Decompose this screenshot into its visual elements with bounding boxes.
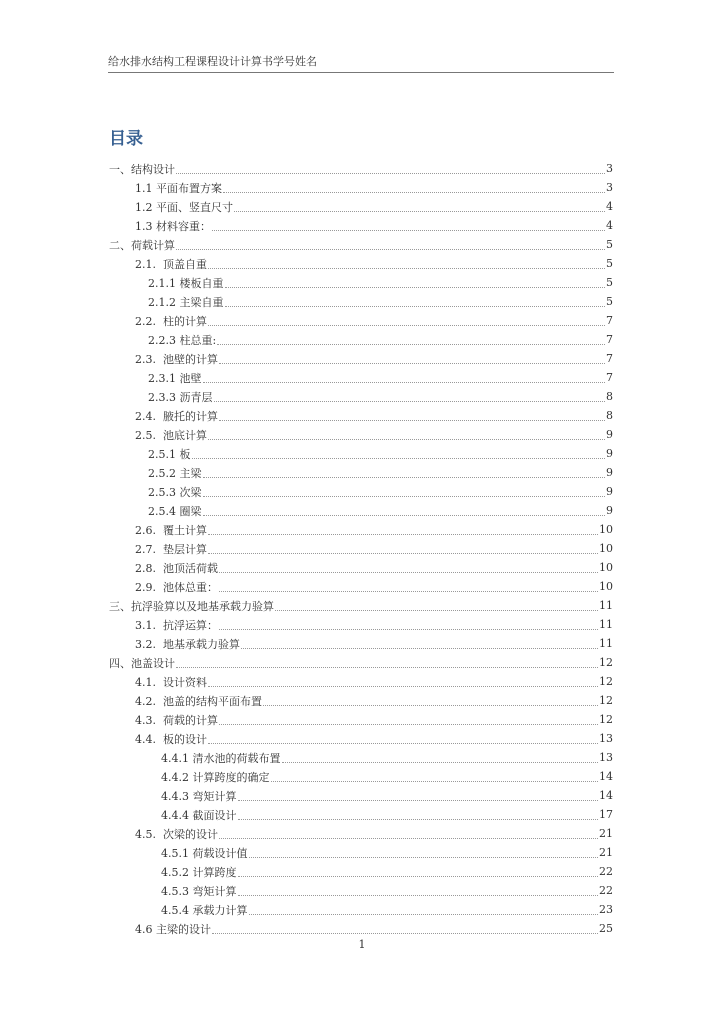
toc-entry-page: 14 [599,770,613,783]
toc-leader-dots [282,752,599,763]
toc-entry[interactable] [0,824,724,843]
toc-entry-label: 四、池盖设计 [109,656,175,670]
toc-entry[interactable] [0,729,724,748]
toc-entry-page: 13 [599,751,613,764]
toc-leader-dots [217,334,605,345]
toc-leader-dots [238,809,599,820]
toc-entry-label: 4.4.4 截面设计 [161,808,237,822]
toc-entry[interactable] [0,919,724,938]
toc-entry-page: 23 [599,903,613,916]
toc-entry-page: 5 [606,257,613,270]
toc-entry-page: 4 [606,200,613,213]
toc-entry-page: 9 [606,447,613,460]
toc-entry-label: 2.3. 池壁的计算 [135,352,218,366]
toc-entry-label: 2.3.3 沥青层 [148,390,213,404]
toc-entry[interactable] [0,881,724,900]
toc-entry[interactable] [0,178,724,197]
toc-entry-page: 5 [606,276,613,289]
toc-entry-page: 11 [599,637,613,650]
toc-leader-dots [225,277,606,288]
toc-entry-page: 10 [599,542,613,555]
toc-entry[interactable] [0,235,724,254]
toc-leader-dots [208,258,605,269]
toc-entry-page: 25 [599,922,613,935]
toc-leader-dots [219,828,598,839]
toc-entry-page: 11 [599,599,613,612]
toc-entry-label: 2.5.4 圈梁 [148,504,202,518]
toc-entry-page: 12 [599,713,613,726]
toc-entry[interactable] [0,387,724,406]
toc-entry-label: 2.6. 覆土计算 [135,523,207,537]
toc-entry[interactable] [0,311,724,330]
toc-entry[interactable] [0,805,724,824]
toc-entry-label: 2.3.1 池壁 [148,371,202,385]
toc-entry-page: 4 [606,219,613,232]
toc-entry-label: 1.3 材料容重： [135,219,211,233]
toc-entry-page: 3 [606,181,613,194]
toc-entry[interactable] [0,197,724,216]
toc-entry-page: 3 [606,162,613,175]
toc-entry[interactable] [0,843,724,862]
toc-entry-label: 2.1.1 楼板自重 [148,276,224,290]
toc-leader-dots [176,657,598,668]
toc-entry-page: 10 [599,580,613,593]
toc-leader-dots [234,201,605,212]
toc-leader-dots [208,315,605,326]
toc-entry-label: 4.2. 池盖的结构平面布置 [135,694,262,708]
toc-entry-label: 2.5.1 板 [148,447,191,461]
toc-entry-label: 4.4.1 清水池的荷载布置 [161,751,281,765]
toc-entry[interactable] [0,558,724,577]
toc-entry-label: 2.2. 柱的计算 [135,314,207,328]
toc-entry-page: 12 [599,694,613,707]
toc-entry-label: 2.1.2 主梁自重 [148,295,224,309]
toc-leader-dots [176,239,605,250]
toc-entry-label: 4.3. 荷载的计算 [135,713,218,727]
toc-leader-dots [238,790,599,801]
toc-entry[interactable] [0,159,724,178]
toc-entry[interactable] [0,539,724,558]
toc-entry-label: 3.2. 地基承载力验算 [135,637,240,651]
toc-entry-label: 4.5. 次梁的设计 [135,827,218,841]
toc-entry-page: 9 [606,428,613,441]
toc-entry-label: 1.1 平面布置方案 [135,181,222,195]
toc-entry-page: 12 [599,656,613,669]
toc-entry-page: 9 [606,504,613,517]
toc-leader-dots [219,353,605,364]
toc-entry-label: 2.7. 垫层计算 [135,542,207,556]
toc-entry-label: 2.4. 腋托的计算 [135,409,218,423]
toc-entry[interactable] [0,254,724,273]
toc-entry-label: 4.5.4 承载力计算 [161,903,248,917]
toc-leader-dots [249,904,599,915]
toc-entry-page: 5 [606,295,613,308]
toc-entry-page: 8 [606,409,613,422]
toc-entry-label: 4.5.3 弯矩计算 [161,884,237,898]
toc-entry[interactable] [0,862,724,881]
toc-leader-dots [192,448,606,459]
toc-entry[interactable] [0,634,724,653]
toc-leader-dots [219,714,598,725]
toc-leader-dots [208,543,598,554]
toc-leader-dots [219,619,598,630]
toc-entry-label: 二、荷载计算 [109,238,175,252]
toc-leader-dots [241,638,598,649]
toc-entry-label: 2.5.2 主梁 [148,466,202,480]
toc-leader-dots [208,733,598,744]
toc-entry[interactable] [0,463,724,482]
toc-entry[interactable] [0,501,724,520]
toc-entry[interactable] [0,596,724,615]
toc-leader-dots [219,581,598,592]
toc-entry[interactable] [0,216,724,235]
toc-entry-page: 21 [599,827,613,840]
toc-entry-label: 2.2.3 柱总重: [148,333,217,347]
toc-entry[interactable] [0,615,724,634]
toc-entry-page: 11 [599,618,613,631]
toc-entry[interactable] [0,672,724,691]
toc-leader-dots [212,220,605,231]
toc-leader-dots [203,505,606,516]
toc-entry[interactable] [0,273,724,292]
toc-leader-dots [271,771,599,782]
toc-entry-label: 三、抗浮验算以及地基承载力验算 [109,599,274,613]
toc-entry-page: 22 [599,884,613,897]
toc-entry-page: 7 [606,352,613,365]
toc-leader-dots [208,524,598,535]
toc-entry[interactable] [0,900,724,919]
toc-entry-page: 12 [599,675,613,688]
toc-entry[interactable] [0,653,724,672]
toc-entry[interactable] [0,786,724,805]
toc-entry-label: 4.4.3 弯矩计算 [161,789,237,803]
toc-leader-dots [214,391,606,402]
toc-leader-dots [203,486,606,497]
toc-entry-page: 9 [606,466,613,479]
toc-leader-dots [225,296,606,307]
toc-leader-dots [238,866,599,877]
toc-entry[interactable] [0,444,724,463]
toc-entry-label: 2.9. 池体总重： [135,580,218,594]
running-header: 给水排水结构工程课程设计计算书学号姓名 [108,56,614,73]
toc-entry[interactable] [0,482,724,501]
toc-entry-label: 4.6 主梁的设计 [135,922,211,936]
toc-entry[interactable] [0,767,724,786]
toc-entry-label: 2.1. 顶盖自重 [135,257,207,271]
toc-entry-page: 21 [599,846,613,859]
toc-entry[interactable] [0,406,724,425]
toc-entry-label: 3.1. 抗浮运算： [135,618,218,632]
toc-entry-label: 4.1. 设计资料 [135,675,207,689]
toc-leader-dots [238,885,599,896]
toc-entry-label: 一、结构设计 [109,162,175,176]
toc-entry[interactable] [0,292,724,311]
toc-entry[interactable] [0,349,724,368]
toc-entry-page: 8 [606,390,613,403]
toc-entry-label: 4.5.2 计算跨度 [161,865,237,879]
toc-entry[interactable] [0,577,724,596]
toc-leader-dots [223,182,605,193]
toc-leader-dots [203,467,606,478]
toc-entry-label: 2.5. 池底计算 [135,428,207,442]
toc-leader-dots [219,410,605,421]
toc-entry[interactable] [0,710,724,729]
toc-entry-label: 4.4. 板的设计 [135,732,207,746]
toc-entry-page: 7 [606,333,613,346]
toc-leader-dots [219,562,598,573]
toc-leader-dots [263,695,598,706]
toc-entry-page: 13 [599,732,613,745]
toc-entry[interactable] [0,520,724,539]
toc-entry-page: 9 [606,485,613,498]
toc-leader-dots [208,676,598,687]
page-number: 1 [358,938,366,951]
toc-entry-label: 2.5.3 次梁 [148,485,202,499]
toc-entry-label: 4.4.2 计算跨度的确定 [161,770,270,784]
toc-entry-page: 14 [599,789,613,802]
toc-leader-dots [208,429,605,440]
table-of-contents [0,159,724,938]
toc-title: 目录 [109,129,143,149]
toc-leader-dots [212,923,598,934]
toc-entry-page: 10 [599,523,613,536]
toc-entry-page: 7 [606,314,613,327]
toc-entry-page: 5 [606,238,613,251]
toc-entry-label: 2.8. 池顶活荷载 [135,561,218,575]
toc-entry[interactable] [0,748,724,767]
toc-leader-dots [176,163,605,174]
toc-entry-page: 22 [599,865,613,878]
toc-entry-label: 4.5.1 荷载设计值 [161,846,248,860]
toc-leader-dots [249,847,599,858]
toc-entry-label: 1.2 平面、竖直尺寸 [135,200,233,214]
toc-entry[interactable] [0,425,724,444]
toc-entry-page: 17 [599,808,613,821]
toc-leader-dots [275,600,598,611]
toc-entry[interactable] [0,330,724,349]
toc-entry-page: 10 [599,561,613,574]
toc-entry[interactable] [0,691,724,710]
toc-entry[interactable] [0,368,724,387]
toc-entry-page: 7 [606,371,613,384]
toc-leader-dots [203,372,606,383]
